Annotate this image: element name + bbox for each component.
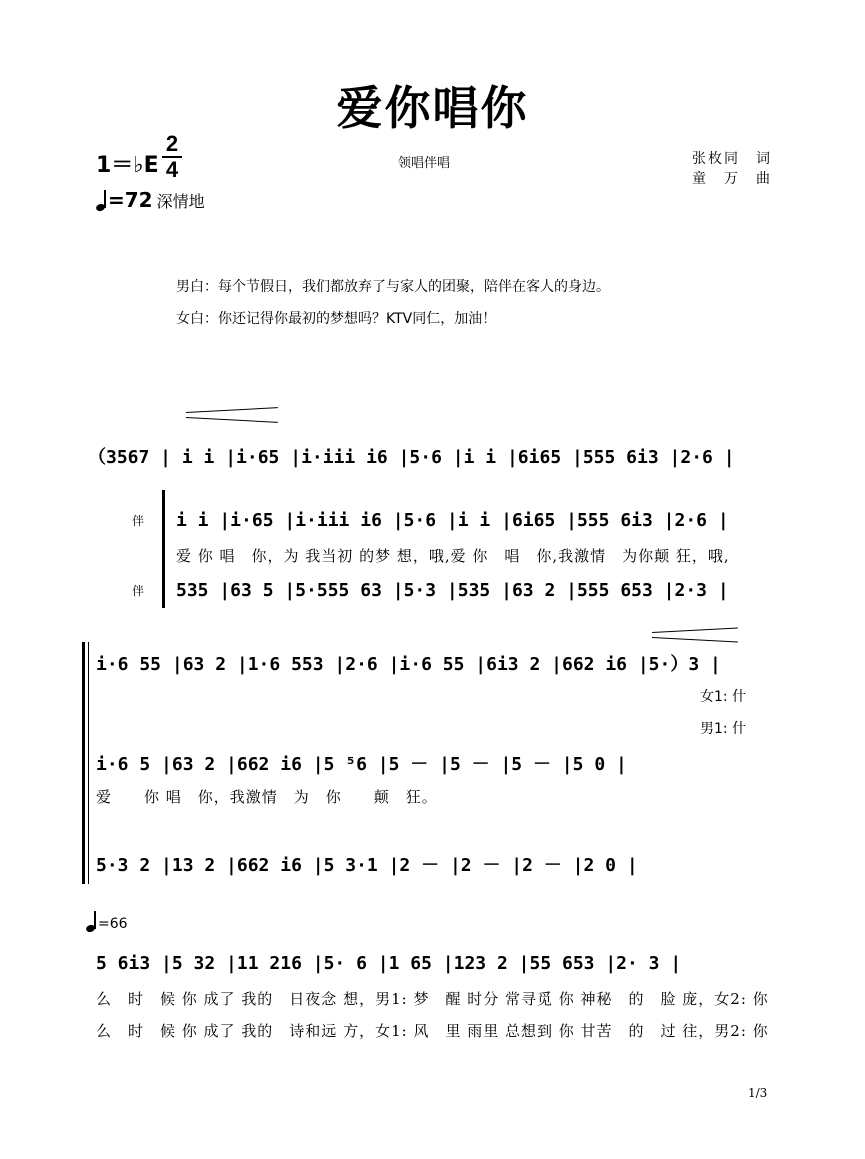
system1-chorus-bracket — [162, 490, 165, 608]
composer-credit: 童 万 曲 — [692, 171, 772, 187]
time-signature-top: 2 — [165, 131, 179, 156]
system2-lyric: 爱 你 唱 你，我激情 为 你 颠 狂。 — [96, 788, 438, 806]
tempo-value: =72 — [108, 188, 153, 212]
male1-cue: 男1: 什 — [700, 721, 747, 737]
time-signature — [162, 132, 182, 182]
tempo-marking — [96, 188, 205, 212]
system1-chorus1-line: i i |i·65 |i·iii i6 |5·6 |i i |6i65 |555 6i3 |2·6 | — [176, 510, 729, 531]
chorus1-label: 伴 — [132, 514, 145, 528]
system3-notes-line: 5 6i3 |5 32 |11 216 |5· 6 |1 65 |123 2 |55 653 |2· 3 | — [96, 953, 682, 974]
female1-cue: 女1: 什 — [700, 689, 747, 705]
system1-lyric: 爱 你 唱 你，为 我当初 的梦 想，哦,爱 你 唱 你,我激情 为你颠 狂，哦, — [176, 547, 730, 565]
system2-bracket — [82, 642, 85, 884]
male-dialogue: 男白：每个节假日，我们都放弃了与家人的团聚，陪伴在客人的身边。 — [176, 279, 610, 295]
voice-type: 领唱伴唱 — [398, 156, 451, 171]
tempo-expression: 深情地 — [156, 192, 205, 211]
system3-tempo — [86, 910, 128, 932]
system2-crescendo-bottom — [652, 637, 738, 642]
crescendo-hairpin-top — [186, 407, 278, 413]
time-signature-bottom: 4 — [165, 157, 179, 182]
system3-lyric1: 么 时 候 你 成了 我的 日夜念 想，男1: 梦 醒 时分 常寻觅 你 神秘 的 脸 庞，女2: 你 — [96, 990, 769, 1008]
female-dialogue: 女白：你还记得你最初的梦想吗？KTV同仁，加油！ — [176, 311, 497, 327]
quarter-note-icon — [86, 910, 98, 932]
page-number: 1/3 — [748, 1086, 768, 1100]
system2-crescendo-top — [652, 627, 738, 632]
system2-inner-bracket — [88, 642, 89, 884]
system2-chorus2-line: 5·3 2 |13 2 |662 i6 |5 3·1 |2 － |2 － |2 － |2 0 | — [96, 855, 638, 876]
crescendo-hairpin-bottom — [186, 417, 278, 423]
system3-tempo-value: =66 — [98, 916, 128, 932]
system1-chorus2-line: 535 |63 5 |5·555 63 |5·3 |535 |63 2 |555 653 |2·3 | — [176, 580, 729, 601]
key-signature: 1＝♭E — [96, 153, 159, 178]
system2-lead-line: i·6 55 |63 2 |1·6 553 |2·6 |i·6 55 |6i3 2 |662 i6 |5·）3 | — [96, 654, 721, 675]
system3-lyric2: 么 时 候 你 成了 我的 诗和远 方，女1: 风 里 雨里 总想到 你 甘苦 的 过 往，男2: 你 — [96, 1022, 769, 1040]
system1-lead-line: （3567 | i i |i·65 |i·iii i6 |5·6 |i i |6i65 |555 6i3 |2·6 | — [88, 447, 735, 468]
quarter-note-icon — [96, 189, 108, 211]
chorus2-label: 伴 — [132, 584, 145, 598]
lyricist-credit: 张枚同 词 — [692, 151, 772, 167]
song-title: 爱你唱你 — [336, 81, 529, 135]
system2-chorus1-line: i·6 5 |63 2 |662 i6 |5 ⁵6 |5 － |5 － |5 － |5 0 | — [96, 754, 627, 775]
